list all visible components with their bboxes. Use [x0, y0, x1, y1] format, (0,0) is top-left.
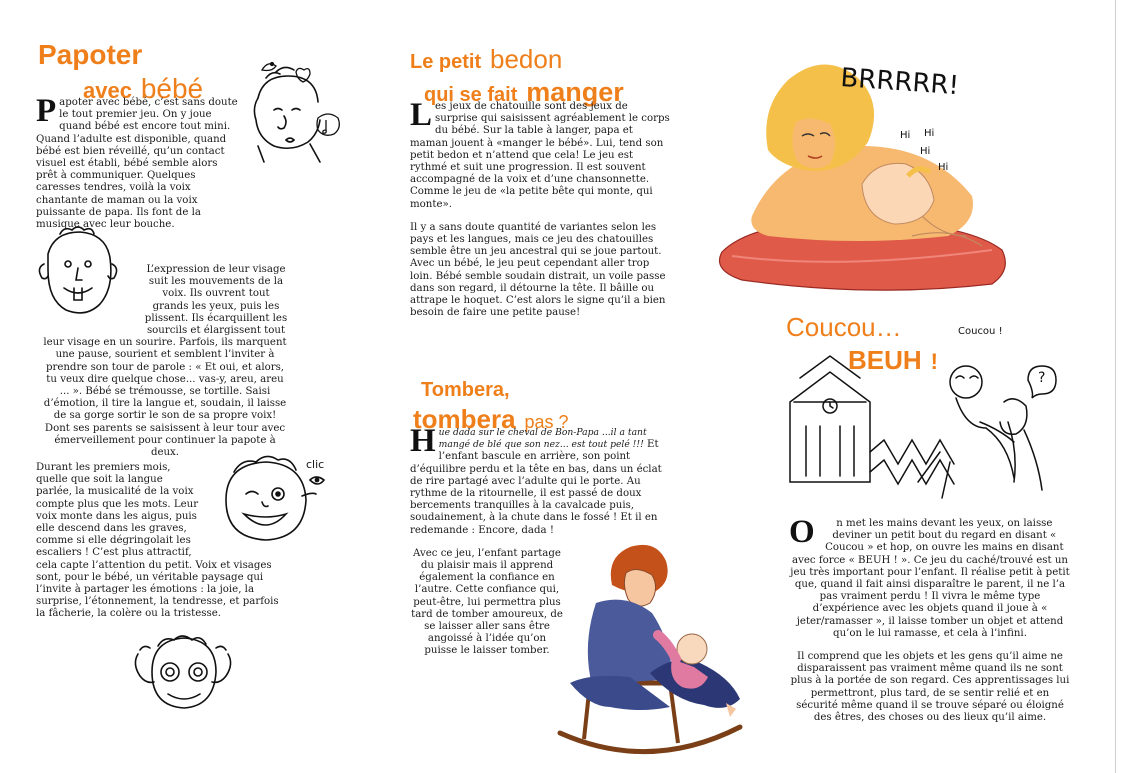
child-hands-eyes-illustration	[128, 632, 238, 732]
tombera-rhyme: ue dada sur le cheval de Bon-Papa ...il a tant mangé de blé que son nez... est tout pelé !!!	[438, 427, 647, 451]
brrr-text: BRRRRR!	[839, 63, 960, 102]
title-coucou-beuh: BEUH	[848, 345, 922, 375]
dropcap-o: O	[789, 514, 815, 550]
title-tombera-line1: Tombera,	[421, 379, 510, 401]
title-coucou-line1: Coucou…	[786, 312, 902, 342]
title-tombera-tombera: tombera	[413, 404, 516, 434]
papoter-para3-wrap	[36, 462, 286, 632]
papoter-para2: L’expression de leur visage suit les mouvements de la voix. Ils ouvrent tout grands les yeux, puis les plissent. Ils écarquillent les sourcils et élargissent tout leur visage en un sourire. Parfois, ils marquent une pause, sourient et semblent l’inviter à prendre son tour de parole : « Et oui, et alors, tu veux dire quelque chose... vas-y, areu, areu ... ». Bébé se trémousse, se tortille. Saisi d’émotion, il tire la langue et, soudain, il laisse de sa gorge sortir le son de sa propre voix! Dont ses parents se saisissent à leur tour avec émerveillement pour continuer la papote à deux.	[43, 264, 288, 459]
papoter-para3: Durant les premiers mois, quelle que soit la langue parlée, la musicalité de la voix compte plus que les mots. Leur voix monte dans les aigus, puis elle descend dans les graves, comme si elle dégringolait les escaliers ! C’est plus attractif, cela capte l’attention du petit. Voix et visages sont, pour le bébé, un véritable paysage qui l’invite à partager les émotions : la joie, la surprise, l’étonnement, la tendresse, et parfois la fâcherie, la colère ou la tristesse.	[36, 462, 279, 620]
dropcap-h: H	[410, 423, 436, 459]
hi-3: Hi	[920, 146, 931, 157]
page-edge-divider	[1115, 0, 1116, 773]
tombera-para1-wrap	[410, 423, 672, 537]
title-tombera-pas: pas ?	[524, 412, 569, 432]
bedon-para1: es jeux de chatouille sont des jeux de surprise qui saisissent agréablement le corps du bébé. Sur la table à langer, papa et maman jouent à «manger le bébé». Lui, tend son petit bedon et n’attend que cela! Le jeu est rythmé et suit une progression. Il est souvent accompagné de la voix et d’une chansonnette. Comme le jeu de «la petite bête qui monte, qui monte».	[410, 101, 670, 210]
dropcap-l: L	[410, 97, 433, 133]
tombera-para1: Et l’enfant bascule en arrière, son point d’équilibre perdu et la tête en bas, dans un éclat de rire partagé avec l’adulte qui le porte. Au rythme de la ritournelle, il est passé de doux bercements tranquilles à la cavalcade puis, soudainement, à la chute dans le fossé ! Et il en redemande : Encore, dada !	[410, 439, 662, 536]
bedon-para2: Il y a sans doute quantité de variantes selon les pays et les langues, mais ce jeu des chatouilles semble être un jeu ancestral qui se joue partout. Avec un bébé, le jeu peut cependant aller trop loin. Bébé semble soudain distrait, un voile passe dans son regard, il détourne la tête. Il bâille ou attrape le hoquet. C’est alors le signe qu’il a bien besoin de faire une petite pause!	[410, 221, 666, 319]
title-papoter-bebe: bébé	[140, 73, 204, 104]
coucou-para2: Il comprend que les objets et les gens qu’il aime ne disparaissent pas vraiment même quand ils ne sont plus à la portée de son regard. Ces apprentissages lui permettront, plus tard, de se sentir relié et en sécurité même quand il se trouve séparé ou éloigné des êtres, des choses ou des lieux qu’il aime.	[790, 651, 1070, 724]
bedon-text	[410, 97, 672, 330]
tickle-illustration	[712, 46, 1007, 316]
bedon-para1-wrap	[410, 97, 672, 211]
hi-1: Hi	[900, 130, 911, 141]
title-bedon-qui-se-fait: qui se fait	[424, 84, 518, 106]
title-papoter	[38, 37, 203, 103]
rocking-chair-illustration	[550, 533, 750, 758]
coucou-text	[789, 514, 1071, 735]
dropcap-p: P	[36, 93, 57, 129]
coucou-para1: n met les mains devant les yeux, on laisse deviner un petit bout du regard en disant « Coucou » et hop, on ouvre les mains en disant avec force « BEUH ! ». Ce jeu du caché/trouvé est un jeu très important pour l’enfant. Il réalise petit à petit que, quand il fait ainsi disparaître le parent, il ne l’a pas vraiment perdu ! Il vivra le même type d’expérience avec les objets quand il joue à « jeter/ramasser », il laisse tomber un objet et attend qu’on le lui ramasse, et cela à l’infini.	[790, 518, 1070, 639]
title-bedon-le-petit: Le petit	[410, 51, 482, 73]
papoter-para2-wrap	[36, 264, 288, 470]
papoter-para1: apoter avec bébé, c’est sans doute le tout premier jeu. On y joue quand bébé est encore tout mini. Quand l’adulte est disponible, quand bébé est bien réveillé, qu’un contact visuel est établi, bébé semble alors prêt à communiquer. Quelques caresses tendres, voilà la voix chantante de maman ou la voix puissante de papa. Ils font de la musique avec leur bouche.	[36, 97, 238, 231]
hi-4: Hi	[938, 162, 949, 173]
title-bedon	[410, 41, 624, 106]
papoter-text	[36, 93, 242, 231]
coucou-bubble: Coucou !	[958, 326, 1003, 337]
title-papoter-line1: Papoter	[38, 39, 143, 70]
coucou-para1-wrap	[789, 514, 1071, 640]
title-coucou-excl: !	[930, 349, 938, 374]
parent-talking-illustration	[236, 58, 346, 166]
question-bubble: ?	[1038, 370, 1046, 386]
clic-label: clic	[306, 458, 325, 471]
title-bedon-bedon: bedon	[490, 44, 563, 74]
title-papoter-avec: avec	[83, 78, 132, 103]
peekaboo-illustration	[780, 322, 1080, 502]
title-tombera	[413, 369, 569, 433]
title-bedon-manger: manger	[526, 77, 624, 107]
papoter-para1-wrap	[36, 93, 242, 231]
tombera-para2: Avec ce jeu, l’enfant partage du plaisir mais il apprend également la confiance en l’autre. Cette confiance qui, peut-être, lui permettra plus tard de tomber amoureux, de se laisser aller sans être angoissé à l’idée qu’on puisse le laisser tomber.	[411, 547, 563, 657]
hi-2: Hi	[924, 128, 935, 139]
